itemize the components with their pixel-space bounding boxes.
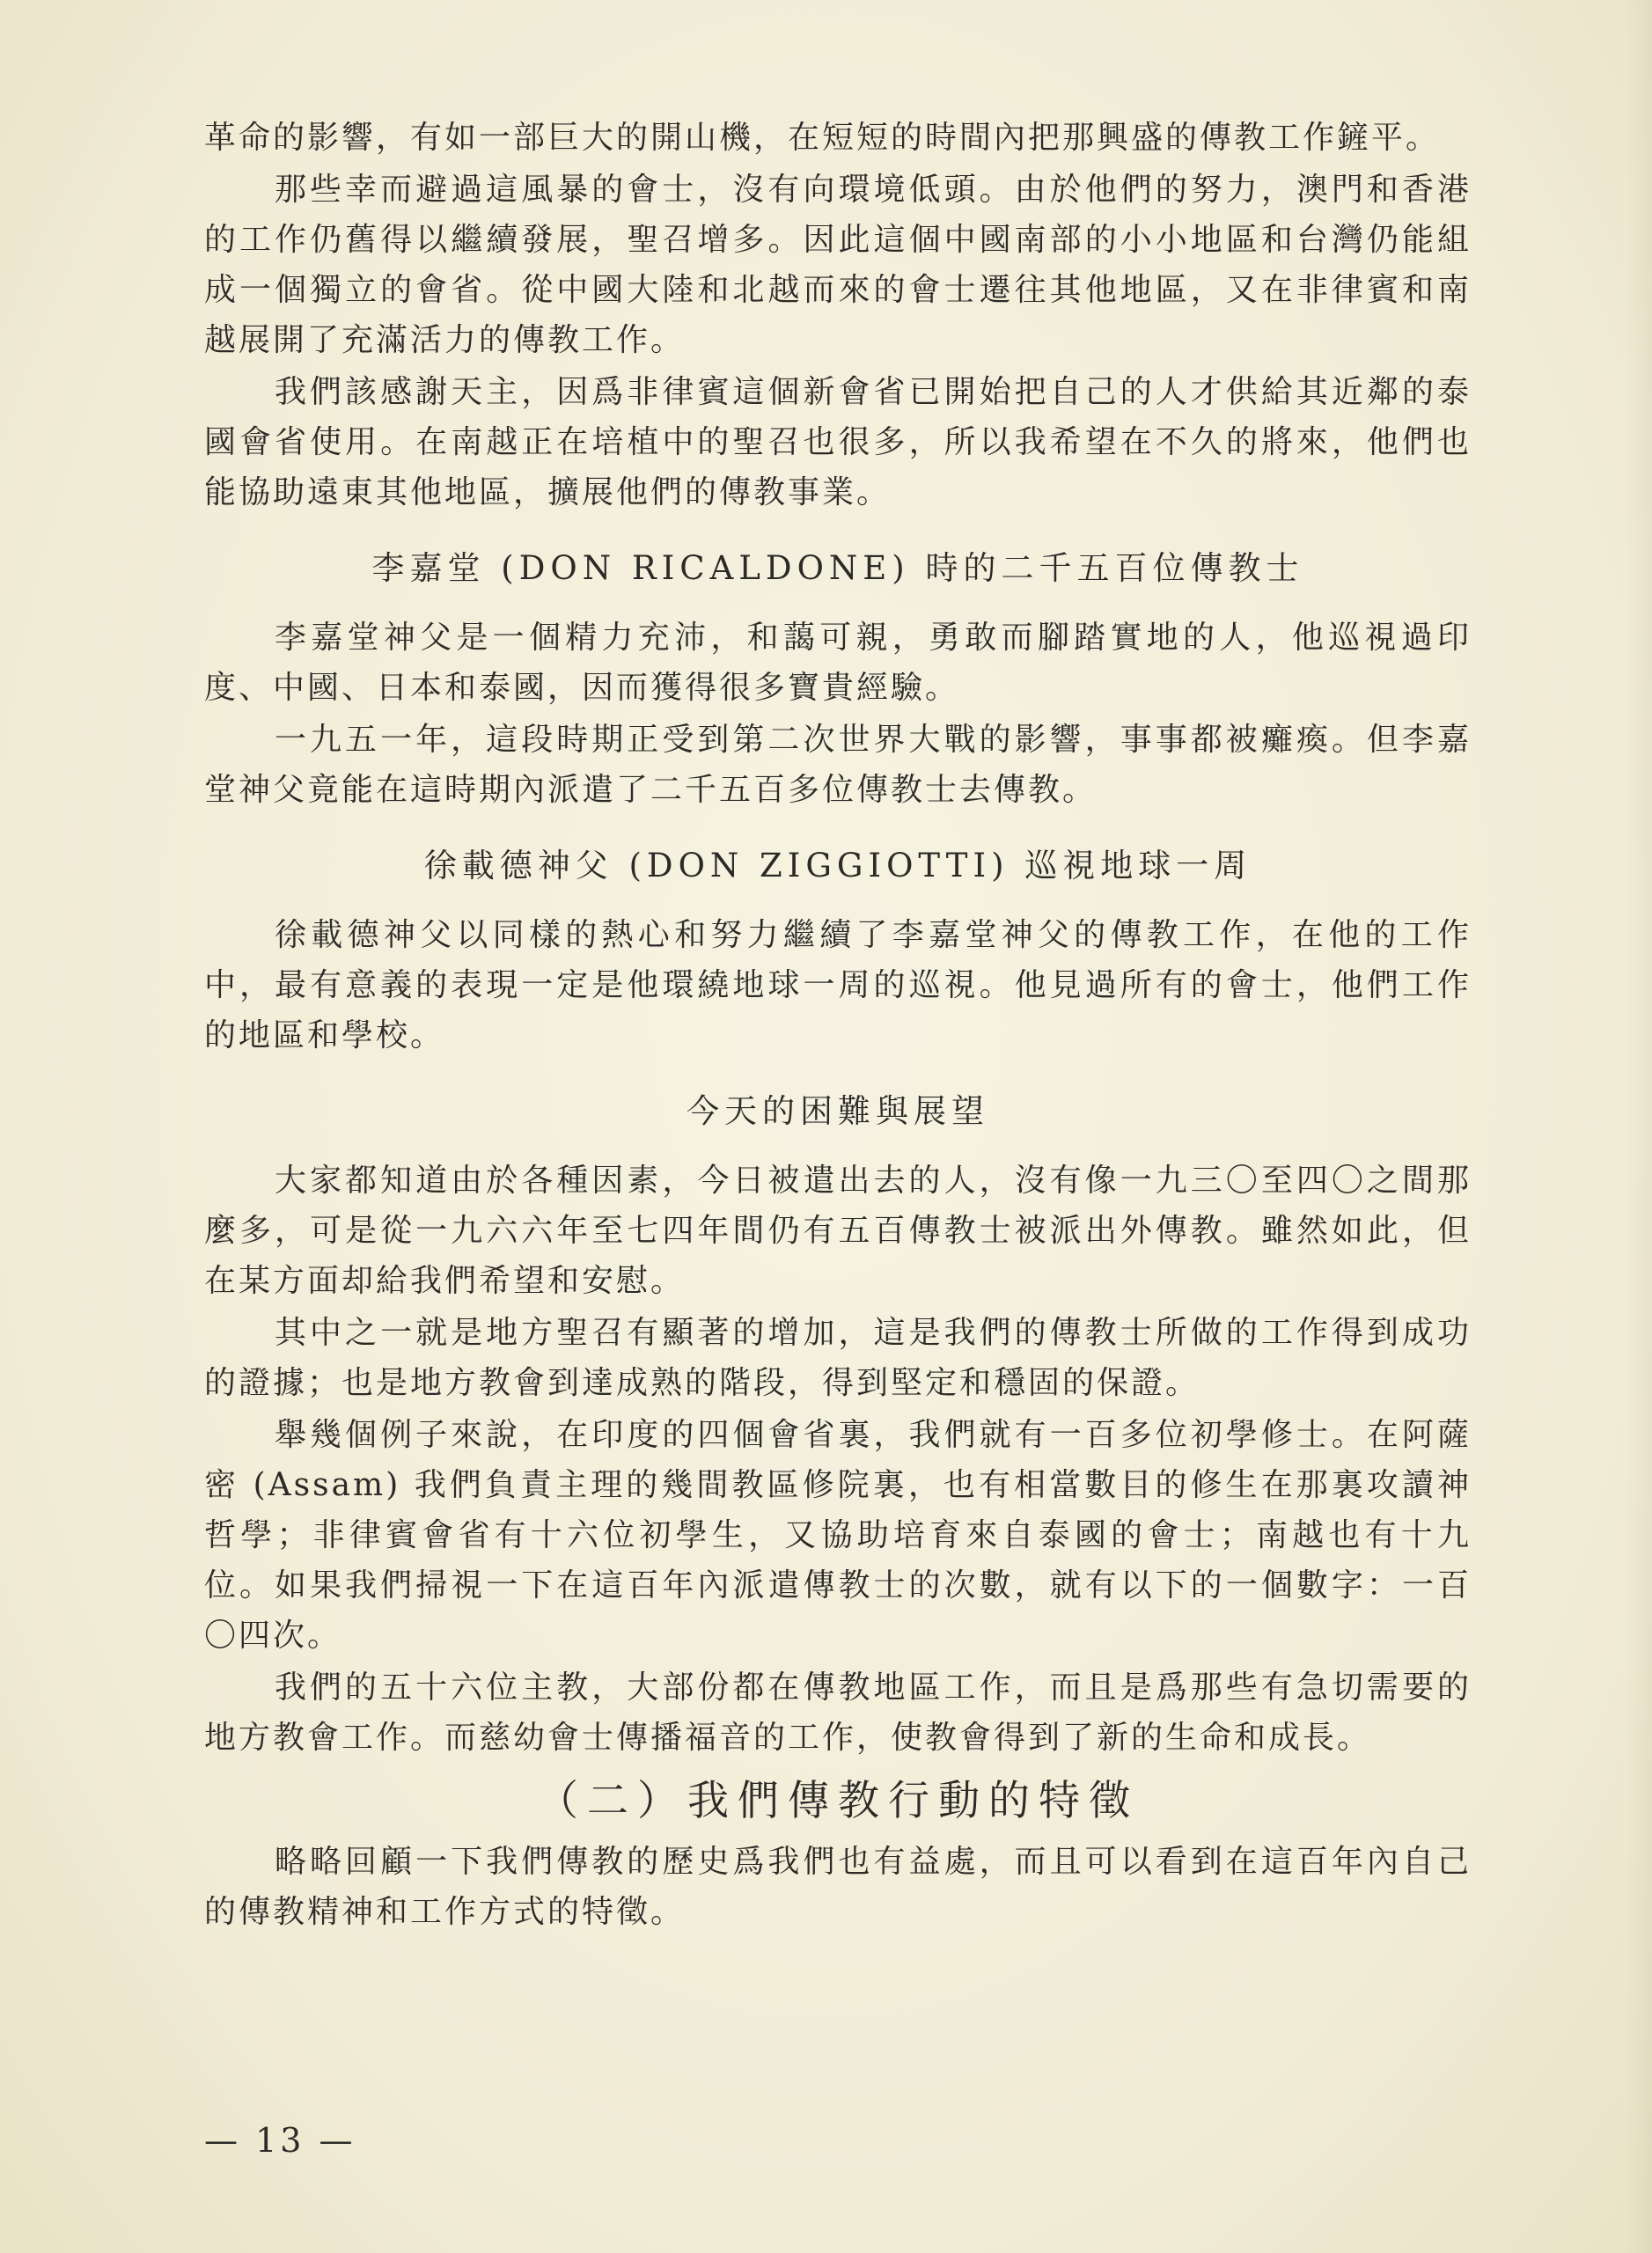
page-number: — 13 — bbox=[204, 2121, 356, 2160]
paragraph: 李嘉堂神父是一個精力充沛，和藹可親，勇敢而腳踏實地的人，他巡視過印度、中國、日本和泰國，因而獲得很多寶貴經驗。 bbox=[204, 620, 1472, 706]
paragraph: 革命的影響，有如一部巨大的開山機，在短短的時間內把那興盛的傳教工作鏟平。 bbox=[204, 120, 1441, 156]
paragraph: 那些幸而避過這風暴的會士，沒有向環境低頭。由於他們的努力，澳門和香港的工作仍舊得以繼續發展，聖召增多。因此這個中國南部的小小地區和台灣仍能組成一個獨立的會省。從中國大陸和北越而來的會士遷往其他地區，又在非律賓和南越展開了充滿活力的傳教工作。 bbox=[204, 172, 1472, 358]
paragraph: 一九五一年，這段時期正受到第二次世界大戰的影響，事事都被癱瘓。但李嘉堂神父竟能在這時期內派遣了二千五百多位傳教士去傳教。 bbox=[204, 722, 1472, 808]
section-heading: 李嘉堂 (DON RICALDONE) 時的二千五百位傳教士 bbox=[371, 549, 1304, 587]
page-edge-shadow bbox=[1626, 0, 1652, 2253]
paragraph: 大家都知道由於各種因素，今日被遣出去的人，沒有像一九三〇至四〇之間那麼多，可是從一九六六年至七四年間仍有五百傳教士被派出外傳教。雖然如此，但在某方面却給我們希望和安慰。 bbox=[204, 1163, 1472, 1299]
paragraph: 我們該感謝天主，因爲非律賓這個新會省已開始把自己的人才供給其近鄰的泰國會省使用。在南越正在培植中的聖召也很多，所以我希望在不久的將來，他們也能協助遠東其他地區，擴展他們的傳教事業。 bbox=[204, 374, 1472, 510]
chapter-heading: （二）我們傳教行動的特徵 bbox=[537, 1777, 1139, 1825]
paragraph: 徐載德神父以同樣的熱心和努力繼續了李嘉堂神父的傳教工作，在他的工作中，最有意義的表現一定是他環繞地球一周的巡視。他見過所有的會士，他們工作的地區和學校。 bbox=[204, 917, 1472, 1053]
section-heading: 今天的困難與展望 bbox=[686, 1092, 989, 1130]
paragraph: 舉幾個例子來說，在印度的四個會省裏，我們就有一百多位初學修士。在阿薩密 (Assam) 我們負責主理的幾間教區修院裏，也有相當數目的修生在那裏攻讀神哲學；非律賓會省有十六位初學生，又協助培育來自泰國的會士；南越也有十九位。如果我們掃視一下在這百年內派遣傳教士的次數，就有以下的一個數字：一百〇四次。 bbox=[204, 1417, 1472, 1654]
paragraph: 其中之一就是地方聖召有顯著的增加，這是我們的傳教士所做的工作得到成功的證據；也是地方教會到達成熟的階段，得到堅定和穩固的保證。 bbox=[204, 1315, 1472, 1401]
section-heading: 徐載德神父 (DON ZIGGIOTTI) 巡視地球一周 bbox=[423, 847, 1252, 884]
paragraph: 我們的五十六位主教，大部份都在傳教地區工作，而且是爲那些有急切需要的地方教會工作。而慈幼會士傳播福音的工作，使教會得到了新的生命和成長。 bbox=[204, 1670, 1472, 1756]
paragraph: 略略回顧一下我們傳教的歷史爲我們也有益處，而且可以看到在這百年內自己的傳教精神和工作方式的特徵。 bbox=[204, 1844, 1472, 1930]
page-content bbox=[204, 113, 1472, 1937]
